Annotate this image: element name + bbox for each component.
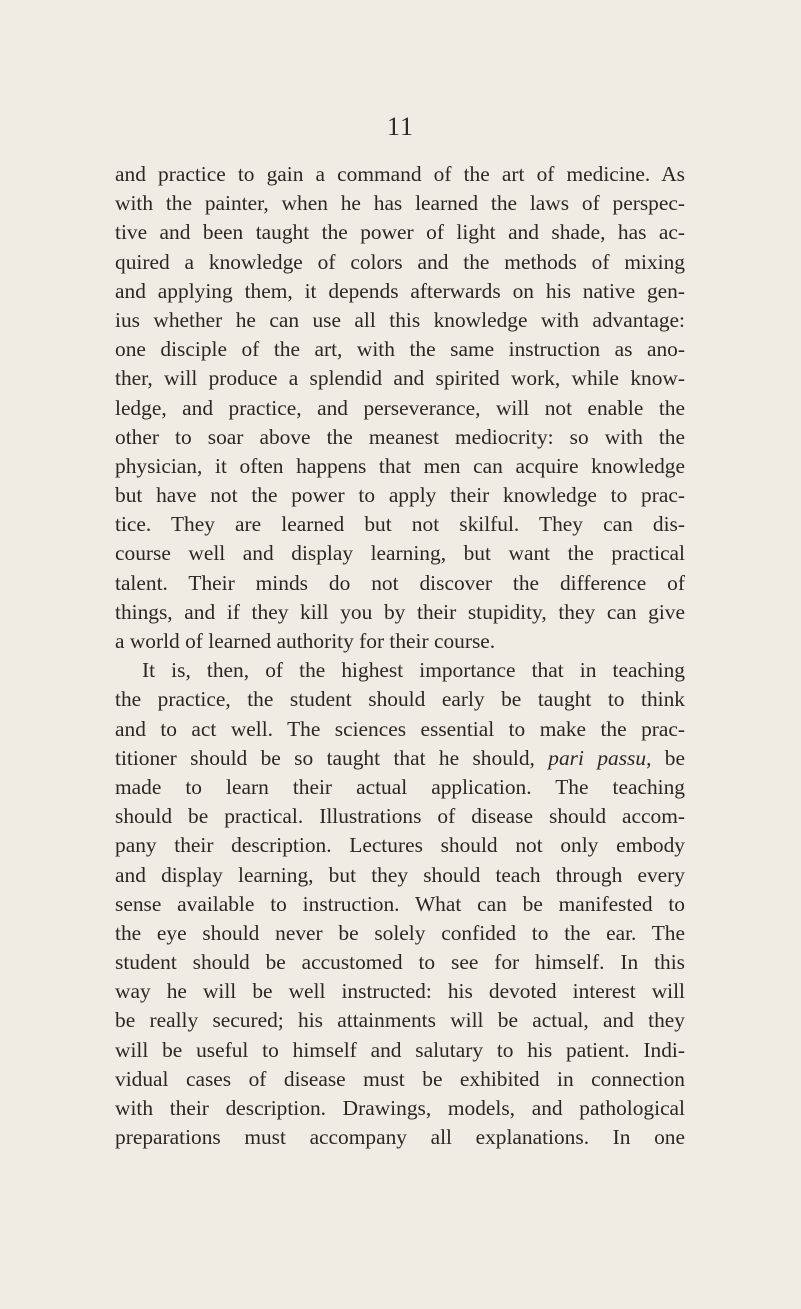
text-line: one disciple of the art, with the same instruction as ano-: [115, 337, 685, 362]
text-line: quired a knowledge of colors and the methods of mixing: [115, 249, 685, 274]
text-line: made to learn their actual application. The teaching: [115, 774, 685, 799]
text-line: with their description. Drawings, models, and pathological: [115, 1096, 685, 1120]
text-line: a world of learned authority for their course.: [115, 629, 496, 653]
text-line: sense available to instruction. What can be manifested to: [115, 891, 685, 916]
text-segment: titioner should be so taught that he should,: [115, 745, 549, 770]
text-line: pany their description. Lectures should not only embody: [115, 833, 685, 858]
page-number: 11: [386, 112, 415, 141]
text-line: with the painter, when he has learned the laws of perspec-: [115, 191, 685, 216]
text-line: and to act well. The sciences essential to make the prac-: [115, 716, 685, 741]
text-line: be really secured; his attainments will be actual, and they: [115, 1008, 685, 1033]
text-line: will be useful to himself and salutary to his patient. Indi-: [115, 1037, 685, 1062]
text-line: things, and if they kill you by their stupidity, they can give: [115, 599, 685, 624]
text-line: should be practical. Illustrations of disease should accom-: [115, 804, 685, 829]
text-segment: , be: [646, 745, 685, 770]
text-line: the eye should never be solely confided to the ear. The: [115, 920, 685, 945]
text-line: and practice to gain a command of the art of medicine. As: [115, 162, 685, 186]
text-line: the practice, the student should early be taught to think: [115, 687, 685, 712]
text-line: preparations must accompany all explanations. In one: [115, 1125, 685, 1150]
text-line: talent. Their minds do not discover the difference of: [115, 570, 685, 595]
paragraph-2: [115, 656, 685, 1152]
text-line: tice. They are learned but not skilful. They can dis-: [115, 512, 685, 537]
text-line: tive and been taught the power of light and shade, has ac-: [115, 220, 685, 245]
text-line: ledge, and practice, and perseverance, will not enable the: [115, 395, 685, 420]
text-line: and applying them, it depends afterwards on his native gen-: [115, 278, 685, 303]
text-line: course well and display learning, but want the practical: [115, 541, 685, 566]
text-line: way he will be well instructed: his devoted interest will: [115, 979, 685, 1004]
text-line: ther, will produce a splendid and spirited work, while know-: [115, 366, 685, 391]
paragraph-1: [115, 160, 685, 656]
text-line: ius whether he can use all this knowledge with advantage:: [115, 307, 685, 332]
text-line: other to soar above the meanest mediocrity: so with the: [115, 424, 685, 449]
text-line: vidual cases of disease must be exhibited in connection: [115, 1066, 685, 1091]
text-line: but have not the power to apply their knowledge to prac-: [115, 483, 685, 508]
text-line: It is, then, of the highest importance that in teaching: [142, 658, 685, 683]
italic-phrase: pari passu: [548, 745, 647, 770]
text-line: physician, it often happens that men can acquire knowledge: [115, 453, 685, 478]
body-text: [115, 160, 685, 1152]
text-line-with-italic: [115, 744, 685, 773]
text-line: student should be accustomed to see for himself. In this: [115, 950, 685, 975]
text-line: and display learning, but they should teach through every: [115, 862, 685, 887]
